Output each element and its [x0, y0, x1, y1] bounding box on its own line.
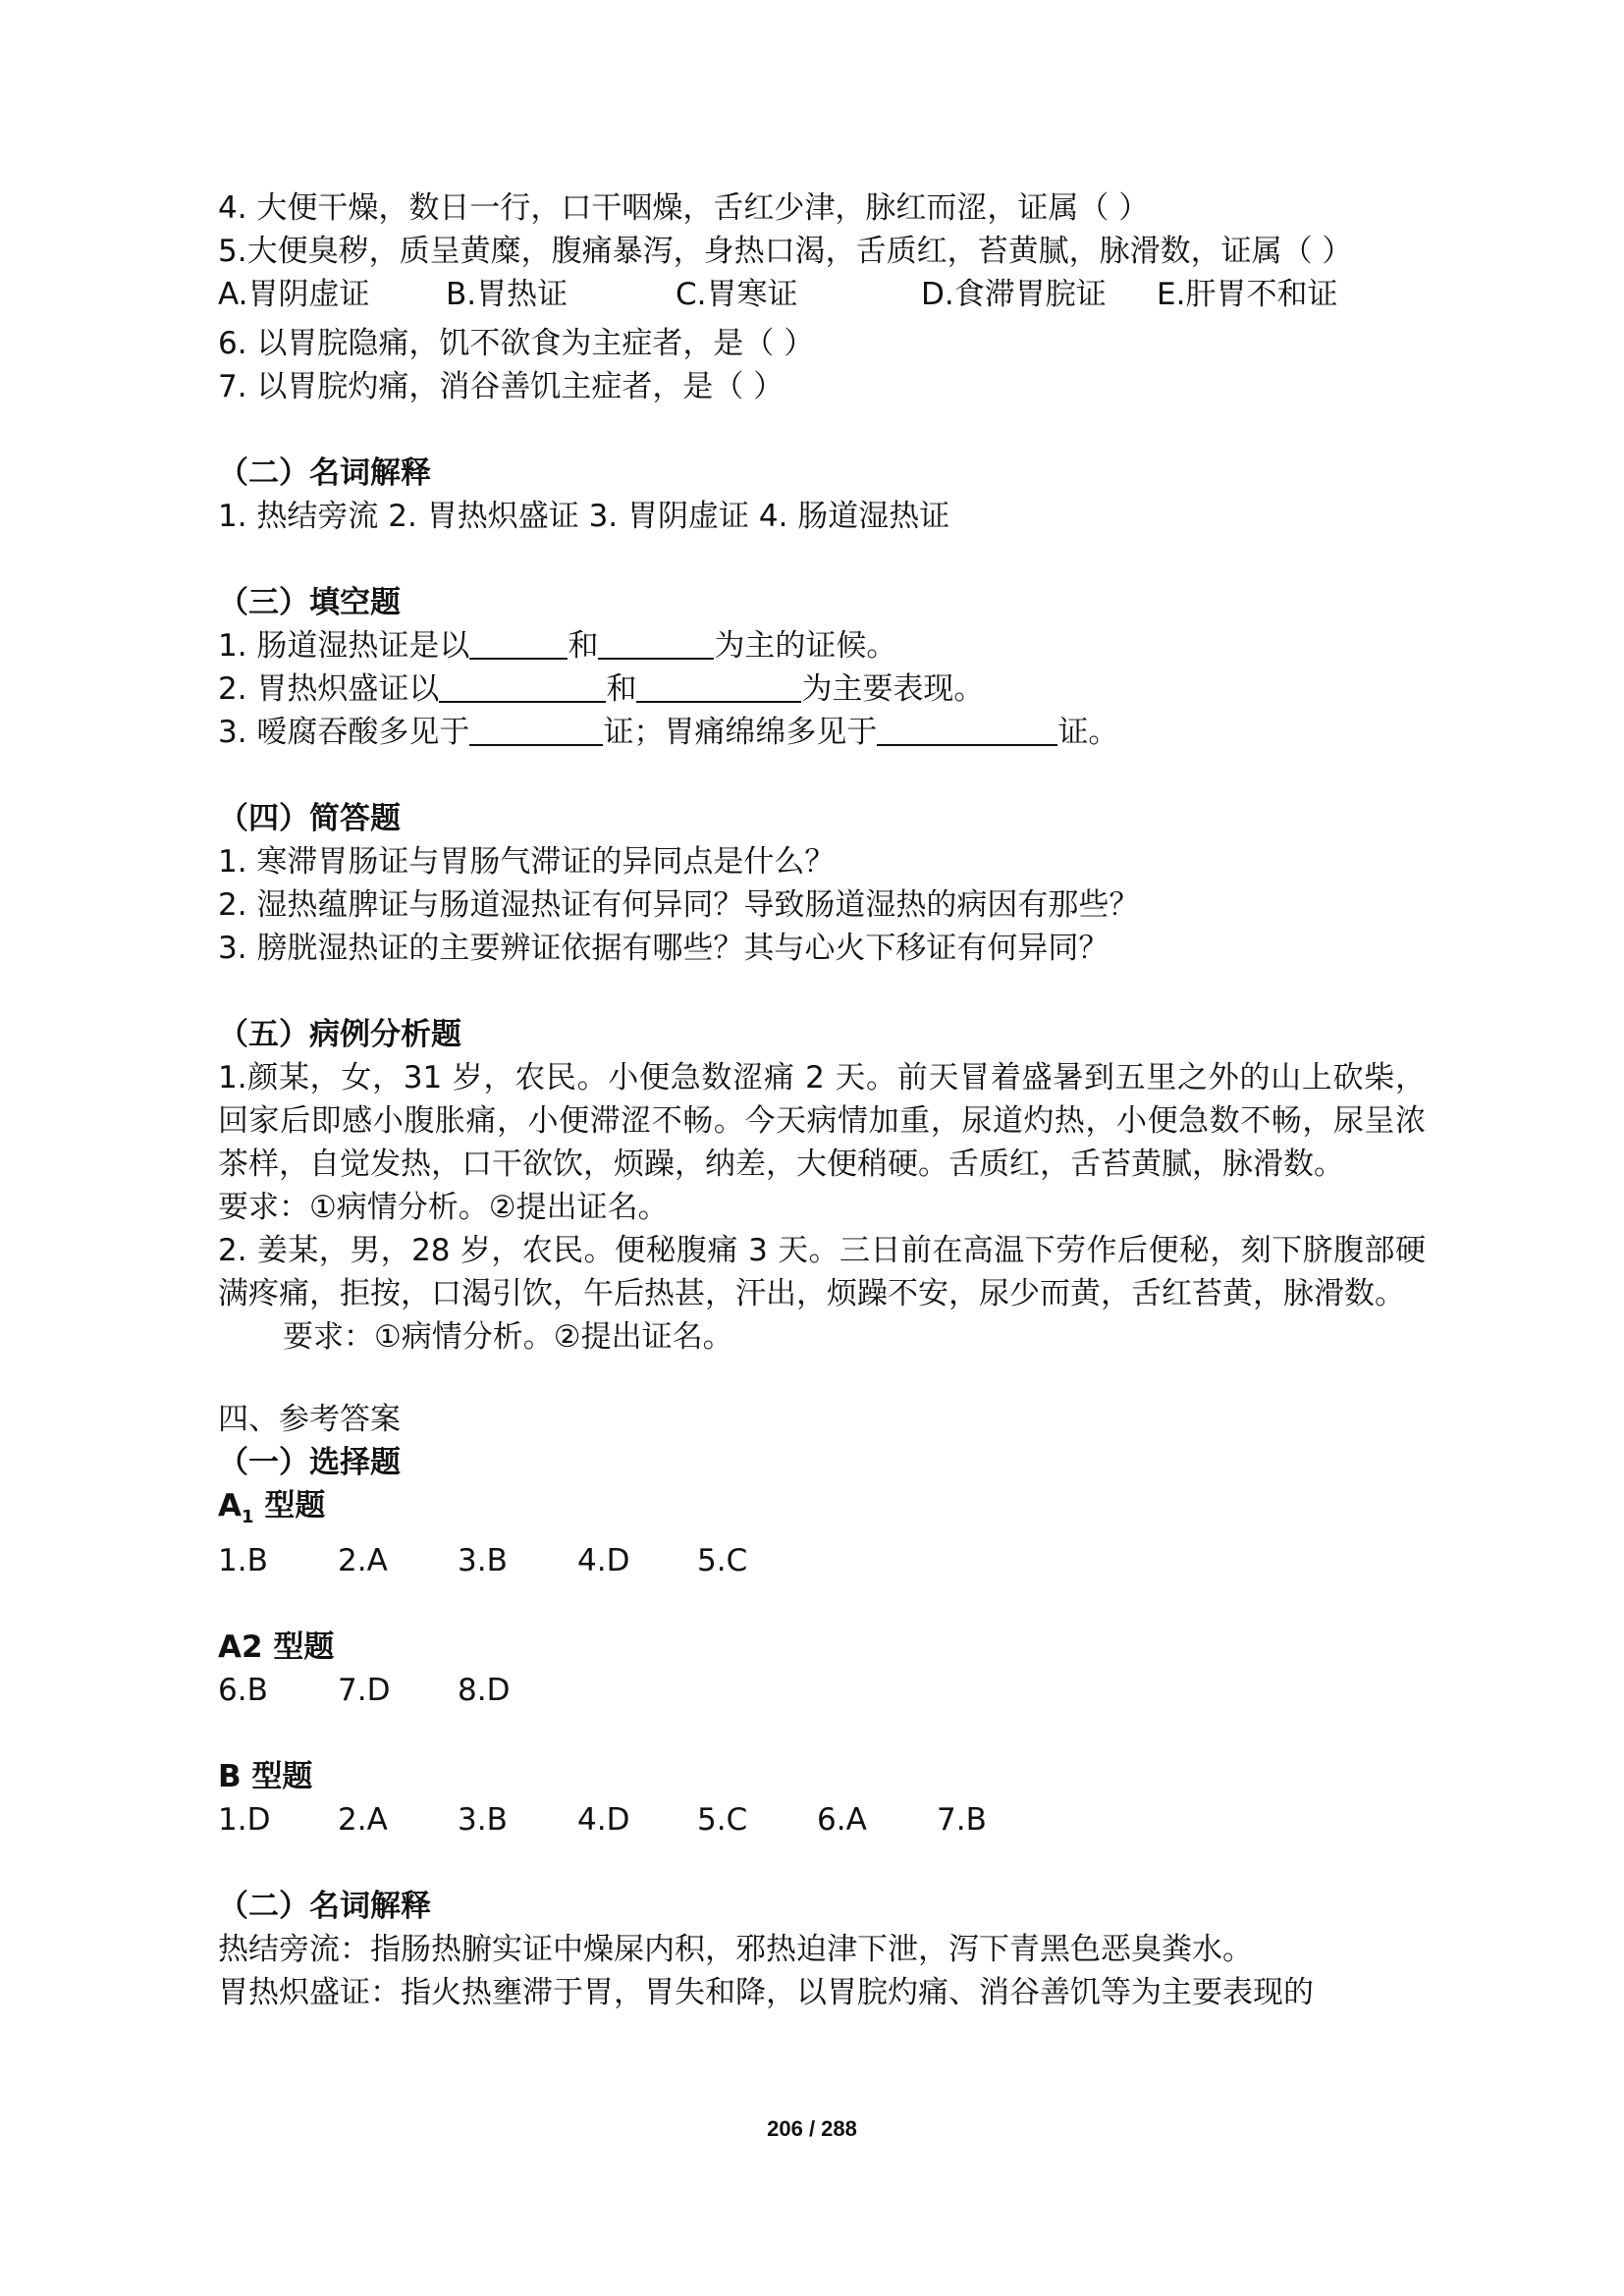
fill-q2-text-a: 2. 胃热炽盛证以 — [218, 671, 440, 707]
page-number: 206 / 288 — [767, 2116, 857, 2141]
short-heading: （四）简答题 — [218, 801, 401, 836]
answer-item: 2.A — [338, 1802, 388, 1839]
question-7: 7. 以胃脘灼痛，消谷善饥主症者，是（ ） — [218, 369, 785, 404]
answer-item: 2.A — [338, 1543, 388, 1579]
a1-answers — [218, 1539, 1426, 1582]
fill-blank — [469, 715, 603, 746]
answer-term-2: 胃热炽盛证：指火热壅滞于胃，胃失和降，以胃脘灼痛、消谷善饥等为主要表现的 — [218, 1975, 1314, 2011]
option-b: B.胃热证 — [446, 277, 568, 312]
a2-heading: A2 型题 — [218, 1629, 335, 1666]
a2-answers — [218, 1669, 1426, 1712]
question-4: 4. 大便干燥，数日一行，口干咽燥，舌红少津，脉红而涩，证属（ ） — [218, 190, 1150, 226]
fill-blank — [469, 628, 568, 660]
fill-blank — [877, 715, 1057, 746]
fill-question-1 — [218, 624, 1426, 667]
case-1-requirement: 要求：①病情分析。②提出证名。 — [218, 1190, 669, 1225]
option-c: C.胃寒证 — [676, 277, 798, 312]
fill-question-3 — [218, 711, 1426, 754]
answer-item: 5.C — [697, 1543, 748, 1579]
answer-item: 4.D — [577, 1802, 630, 1839]
answer-item: 5.C — [697, 1802, 748, 1839]
document-page — [218, 187, 1426, 2014]
short-question-3: 3. 膀胱湿热证的主要辨证依据有哪些？其与心火下移证有何异同？ — [218, 931, 1110, 966]
case-2: 2. 姜某，男，28 岁，农民。便秘腹痛 3 天。三日前在高温下劳作后便秘，刻下脐腹部硬满疼痛，拒按，口渴引饮，午后热甚，汗出，烦躁不安，尿少而黄，舌红苔黄，脉滑数。 — [218, 1233, 1426, 1311]
answer-item: 6.A — [817, 1802, 867, 1839]
short-question-2: 2. 湿热蕴脾证与肠道湿热证有何异同？导致肠道湿热的病因有那些？ — [218, 887, 1140, 923]
cases-heading: （五）病例分析题 — [218, 1017, 461, 1052]
answer-item: 6.B — [218, 1673, 268, 1709]
options-row — [218, 273, 1426, 316]
fill-q3-text-c: 证。 — [1057, 715, 1119, 750]
fill-q3-text-a: 3. 嗳腐吞酸多见于 — [218, 715, 470, 750]
fill-heading: （三）填空题 — [218, 585, 401, 620]
option-d: D.食滞胃脘证 — [921, 277, 1107, 312]
a1-subscript: 1 — [242, 1507, 254, 1528]
case-1: 1.颜某，女，31 岁，农民。小便急数涩痛 2 天。前天冒着盛暑到五里之外的山上砍柴，回家后即感小腹胀痛，小便滞涩不畅。今天病情加重，尿道灼热，小便急数不畅，尿呈浓茶样，自觉发热，口干欲饮，烦躁，纳差，大便稍硬。舌质红，舌苔黄腻，脉滑数。 — [218, 1060, 1426, 1182]
question-6: 6. 以胃脘隐痛，饥不欲食为主症者，是（ ） — [218, 326, 815, 361]
b-answers — [218, 1798, 1426, 1842]
a1-suffix: 型题 — [253, 1488, 326, 1523]
answer-term-1: 热结旁流：指肠热腑实证中燥屎内积，邪热迫津下泄，泻下青黑色恶臭粪水。 — [218, 1932, 1253, 1968]
fill-q2-text-b: 和 — [606, 671, 637, 707]
fill-q1-text-b: 和 — [568, 628, 599, 664]
answers-choice-heading: （一）选择题 — [218, 1445, 401, 1480]
option-a: A.胃阴虚证 — [218, 277, 370, 312]
answers-terms-heading: （二）名词解释 — [218, 1889, 431, 1925]
answer-item: 7.D — [338, 1673, 391, 1709]
option-e: E.肝胃不和证 — [1157, 277, 1338, 312]
question-5: 5.大便臭秽，质呈黄糜，腹痛暴泻，身热口渴，舌质红，苔黄腻，脉滑数，证属（ ） — [218, 234, 1353, 269]
fill-q1-text-c: 为主的证候。 — [714, 628, 897, 664]
fill-q1-text-a: 1. 肠道湿热证是以 — [218, 628, 470, 664]
fill-q2-text-c: 为主要表现。 — [801, 671, 985, 707]
answer-item: 7.B — [937, 1802, 987, 1839]
answer-item: 1.B — [218, 1543, 268, 1579]
answer-item: 8.D — [458, 1673, 511, 1709]
terms-items: 1. 热结旁流 2. 胃热炽盛证 3. 胃阴虚证 4. 肠道湿热证 — [218, 499, 950, 534]
fill-blank — [636, 671, 801, 703]
fill-blank — [439, 671, 606, 703]
terms-heading: （二）名词解释 — [218, 455, 431, 491]
fill-blank — [598, 628, 714, 660]
a1-prefix: A — [218, 1488, 242, 1523]
answer-item: 4.D — [577, 1543, 630, 1579]
answer-item: 3.B — [458, 1802, 508, 1839]
answer-item: 1.D — [218, 1802, 271, 1839]
fill-q3-text-b: 证；胃痛绵绵多见于 — [603, 715, 878, 750]
fill-question-2 — [218, 667, 1426, 711]
short-question-1: 1. 寒滞胃肠证与胃肠气滞证的异同点是什么？ — [218, 844, 836, 880]
b-heading: B 型题 — [218, 1759, 313, 1795]
answer-item: 3.B — [458, 1543, 508, 1579]
case-2-requirement: 要求：①病情分析。②提出证名。 — [283, 1319, 733, 1355]
answers-heading: 四、参考答案 — [218, 1402, 401, 1437]
a1-heading — [218, 1484, 1426, 1539]
